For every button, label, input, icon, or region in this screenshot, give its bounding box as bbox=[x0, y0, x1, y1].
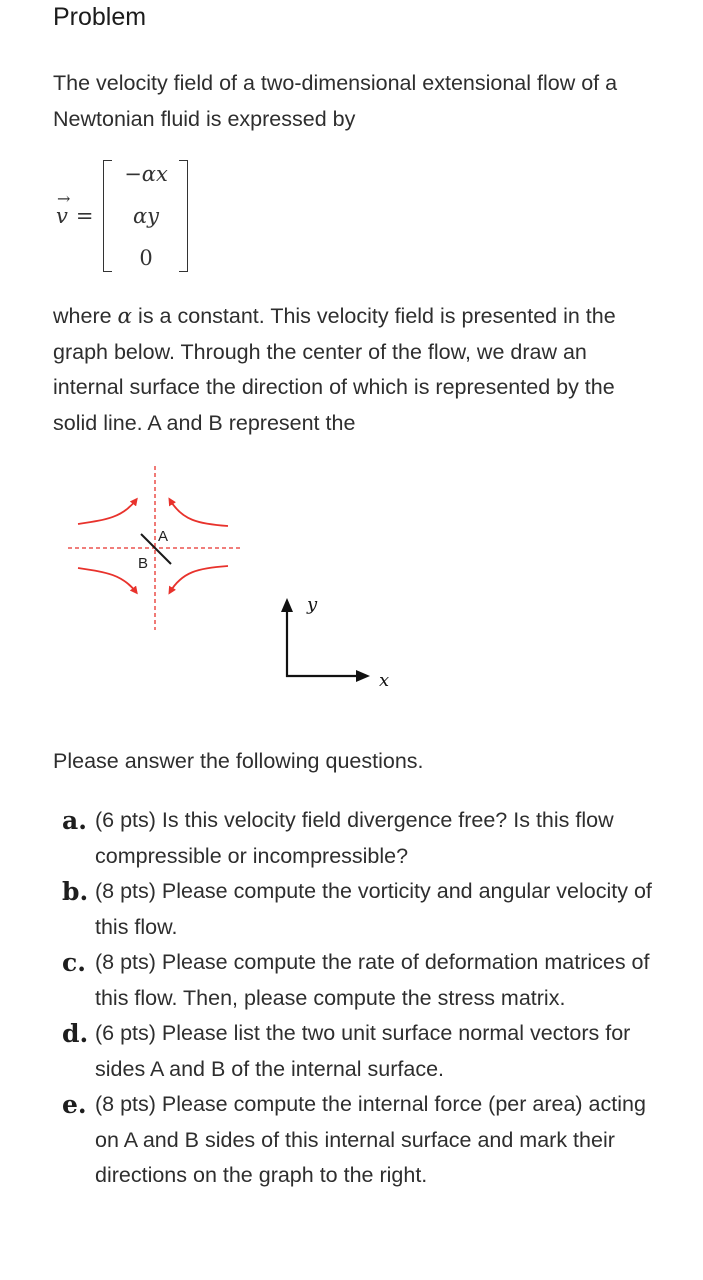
x-axis-label: x bbox=[379, 670, 390, 691]
equals-sign: = bbox=[75, 204, 94, 228]
question-marker: a. bbox=[62, 806, 87, 835]
label-side-a: A bbox=[158, 528, 169, 545]
question-marker: d. bbox=[62, 1019, 89, 1048]
flow-streamline-lower-left bbox=[78, 568, 136, 592]
question-a bbox=[60, 803, 660, 874]
vector-component-z: 0 bbox=[139, 246, 153, 270]
question-marker: b. bbox=[62, 877, 89, 906]
page-title: Problem bbox=[53, 3, 147, 31]
velocity-symbol: v bbox=[56, 204, 68, 228]
questions-prompt: Please answer the following questions. bbox=[53, 749, 424, 773]
description-after: is a constant. This velocity field is presented in the graph below. Through the center of the flow, we draw an internal surface the direction of which is represented by the solid line. A and B represent the bbox=[53, 304, 616, 435]
y-axis-label: y bbox=[307, 594, 318, 615]
question-text: (8 pts) Please compute the internal force (per area) acting on A and B sides of this internal surface and mark their directions on the graph to the right. bbox=[95, 1092, 646, 1187]
flow-figure bbox=[60, 462, 250, 632]
question-text: (6 pts) Please list the two unit surface normal vectors for sides A and B of the internal surface. bbox=[95, 1021, 631, 1081]
vector-arrow-icon: → bbox=[57, 189, 71, 208]
left-bracket bbox=[103, 160, 112, 272]
question-text: (8 pts) Please compute the vorticity and angular velocity of this flow. bbox=[95, 879, 652, 939]
label-side-b: B bbox=[138, 555, 149, 572]
question-text: (8 pts) Please compute the rate of deformation matrices of this flow. Then, please compute the stress matrix. bbox=[95, 950, 650, 1010]
flow-streamline-upper-right bbox=[170, 500, 228, 526]
alpha-symbol: α bbox=[117, 304, 133, 329]
flow-streamline-lower-right bbox=[170, 566, 228, 592]
intro-paragraph: The velocity field of a two-dimensional extensional flow of a Newtonian fluid is expressed by bbox=[53, 71, 618, 131]
question-c bbox=[60, 945, 660, 1016]
vector-component-y: αy bbox=[132, 204, 160, 228]
question-marker: e. bbox=[62, 1090, 87, 1119]
question-marker: c. bbox=[62, 948, 86, 977]
question-b bbox=[60, 874, 660, 945]
coordinate-axes bbox=[270, 590, 400, 700]
y-axis-arrowhead-icon bbox=[281, 598, 293, 612]
velocity-equation bbox=[56, 160, 196, 274]
vector-component-x: −αx bbox=[124, 162, 168, 186]
question-d bbox=[60, 1016, 660, 1087]
question-list bbox=[60, 803, 660, 1194]
right-bracket bbox=[179, 160, 188, 272]
flow-streamline-upper-left bbox=[78, 500, 136, 524]
question-text: (6 pts) Is this velocity field divergence free? Is this flow compressible or incompressible? bbox=[95, 808, 614, 868]
description-before: where bbox=[53, 304, 118, 328]
question-e bbox=[60, 1087, 660, 1194]
description-paragraph bbox=[53, 299, 663, 441]
equation-lhs bbox=[56, 189, 94, 228]
x-axis-arrowhead-icon bbox=[356, 670, 370, 682]
